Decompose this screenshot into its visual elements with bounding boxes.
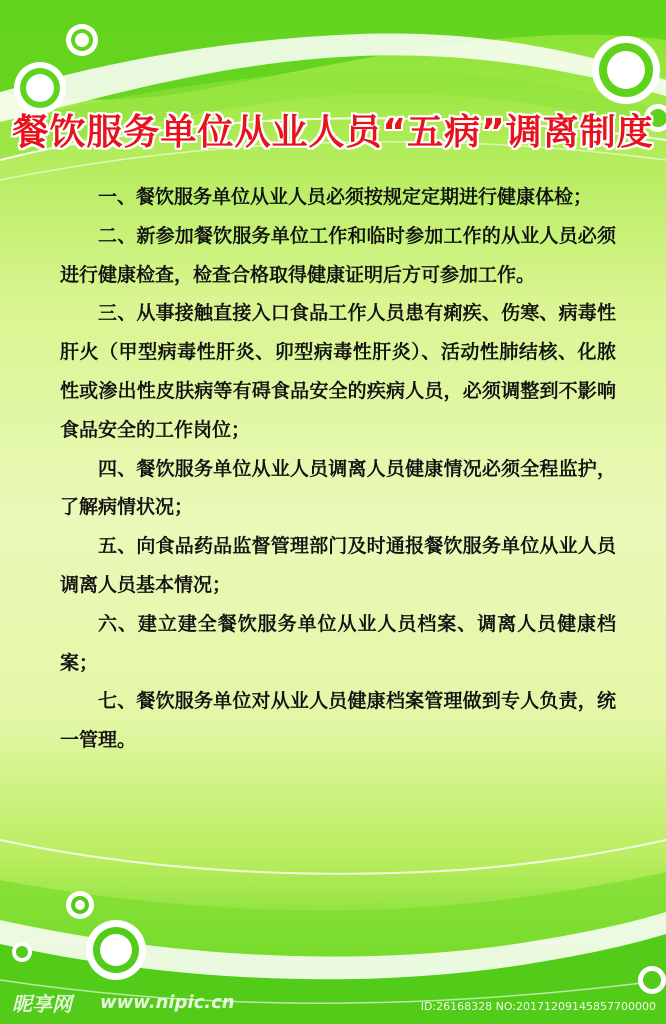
watermark-id: ID:26168328 NO:20171209145857700000 <box>420 1000 656 1013</box>
poster-title: 餐饮服务单位从业人员“五病”调离制度 <box>12 112 654 153</box>
regulation-item-4: 四、餐饮服务单位从业人员调离人员健康情况必须全程监护，了解病情状况； <box>60 457 616 519</box>
regulation-item-3: 三、从事接触直接入口食品工作人员患有痢疾、伤寒、病毒性肝火（甲型病毒性肝炎、卯型病毒性肝炎）、活动性肺结核、化脓性或渗出性皮肤病等有碍食品安全的疾病人员，必须调整到不影响食品安全的工作岗位； <box>60 302 616 441</box>
regulation-item-6: 六、建立建全餐饮服务单位从业人员档案、调离人员健康档案； <box>60 612 616 674</box>
watermark-logo: 昵享网 <box>12 992 72 1016</box>
regulation-item-5: 五、向食品药品监督管理部门及时通报餐饮服务单位从业人员调离人员基本情况； <box>60 535 616 596</box>
watermark-bar <box>0 984 666 1024</box>
watermark-site: www.nipic.cn <box>100 992 235 1013</box>
regulation-item-2: 二、新参加餐饮服务单位工作和临时参加工作的从业人员必须进行健康检查，检查合格取得健康证明后方可参加工作。 <box>60 224 616 286</box>
regulation-item-7: 七、餐饮服务单位对从业人员健康档案管理做到专人负责，统一管理。 <box>60 690 616 752</box>
regulation-item-1: 一、餐饮服务单位从业人员必须按规定定期进行健康体检； <box>98 186 593 208</box>
regulation-body <box>60 178 616 760</box>
